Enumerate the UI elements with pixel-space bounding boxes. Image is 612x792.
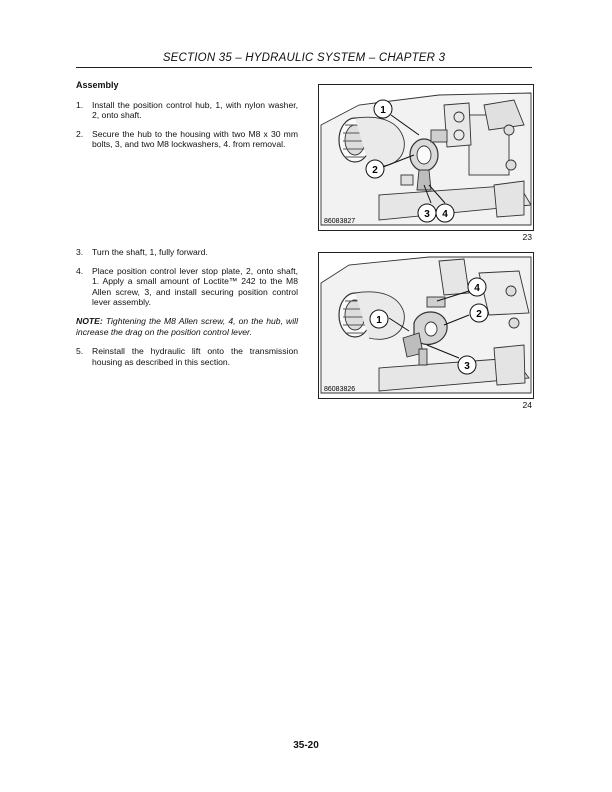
image-code: 86083826 — [324, 386, 356, 393]
svg-text:1: 1 — [380, 105, 386, 116]
step-text: Secure the hub to the housing with two M8 x 30 mm bolts, 3, and two M8 lockwashers, 4. from removal. — [92, 128, 298, 150]
step-text: Install the position control hub, 1, with nylon washer, 2, onto shaft. — [92, 99, 298, 121]
svg-text:3: 3 — [464, 361, 470, 372]
step-text: Reinstall the hydraulic lift onto the transmission housing as described in this section. — [92, 346, 298, 367]
lever-installation-drawing — [319, 253, 533, 398]
assembly-block-2 — [76, 247, 298, 375]
figure-24-illustration — [318, 252, 534, 399]
svg-text:2: 2 — [372, 165, 378, 176]
figure-23-illustration — [318, 84, 534, 231]
note-label: NOTE: — [76, 315, 103, 326]
callout-4 — [436, 204, 454, 222]
page-number: 35-20 — [293, 740, 319, 751]
svg-text:3: 3 — [424, 209, 430, 220]
note-text: Tightening the M8 Allen screw, 4, on the hub, will increase the drag on the position control lever. — [76, 315, 298, 337]
callout-1 — [370, 310, 388, 328]
step-text: Place position control lever stop plate, 2, onto shaft, 1. Apply a small amount of Loctite™ 242 to the M8 Allen screw, 3, and install securing position control lever assembly. — [92, 265, 298, 308]
step-item — [76, 247, 298, 258]
header-rule — [76, 67, 532, 68]
note — [76, 316, 298, 337]
step-item — [76, 100, 298, 121]
figure-number: 23 — [522, 232, 532, 242]
callout-3 — [418, 204, 436, 222]
svg-text:4: 4 — [474, 283, 480, 294]
step-number: 3. — [76, 247, 84, 257]
assembly-heading: Assembly — [76, 80, 119, 90]
section-header: SECTION 35 – HYDRAULIC SYSTEM – CHAPTER 3 — [162, 52, 446, 64]
svg-text:4: 4 — [442, 209, 448, 220]
step-item — [76, 346, 298, 367]
callout-2 — [470, 304, 488, 322]
hub-installation-drawing — [319, 85, 533, 230]
step-number: 1. — [76, 99, 84, 110]
callout-4 — [468, 278, 486, 296]
svg-text:2: 2 — [476, 309, 482, 320]
step-number: 5. — [76, 346, 84, 357]
callout-1 — [374, 100, 392, 118]
step-text: Turn the shaft, 1, fully forward. — [92, 247, 208, 257]
step-number: 2. — [76, 128, 84, 139]
callout-2 — [366, 160, 384, 178]
svg-text:1: 1 — [376, 315, 382, 326]
step-item — [76, 266, 298, 308]
assembly-block-1 — [76, 80, 298, 158]
step-number: 4. — [76, 265, 84, 276]
figure-number: 24 — [522, 400, 532, 410]
step-item — [76, 129, 298, 150]
image-code: 86083827 — [324, 218, 356, 225]
callout-3 — [458, 356, 476, 374]
